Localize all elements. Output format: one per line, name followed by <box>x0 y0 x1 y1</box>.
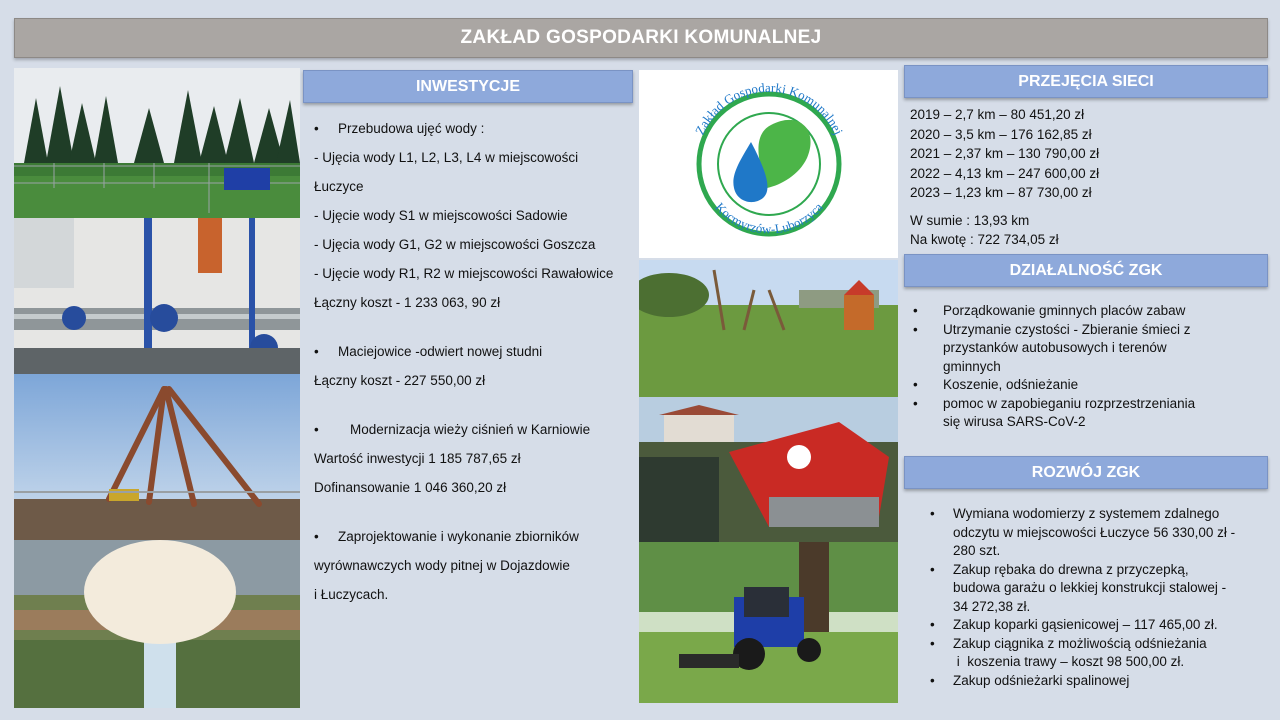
list-item: - Ujęcie wody S1 w miejscowości Sadowie <box>314 208 568 223</box>
przejecia-header: PRZEJĘCIA SIECI <box>904 65 1268 98</box>
list-item: • Przebudowa ujęć wody : <box>314 121 485 136</box>
photo-drilling-rig <box>14 374 300 540</box>
inwestycje-header: INWESTYCJE <box>303 70 633 103</box>
list-item: 2019 – 2,7 km – 80 451,20 zł <box>910 107 1085 122</box>
list-item: • Zakup koparki gąsienicowej – 117 465,00 zł. <box>930 617 1218 632</box>
sum-km: W sumie : 13,93 km <box>910 212 1030 228</box>
rozwoj-list <box>921 505 1266 690</box>
list-item: Łuczyce <box>314 179 364 194</box>
list-item: 2023 – 1,23 km – 87 730,00 zł <box>910 185 1092 200</box>
list-item: • Zakup odśnieżarki spalinowej <box>930 672 1130 688</box>
list-item: i Łuczycach. <box>314 587 389 602</box>
svg-text:Kocmyrzów-Luborzyca: Kocmyrzów-Luborzyca <box>712 199 826 237</box>
list-item: wyrównawczych wody pitnej w Dojazdowie <box>314 558 570 573</box>
zgk-logo <box>639 70 898 258</box>
list-item: • Utrzymanie czystości - Zbieranie śmieci z przystanków autobusowych i terenów gminnych <box>913 321 1191 374</box>
list-item: • Modernizacja wieży ciśnień w Karniowie <box>314 422 591 437</box>
photo-tractor-mower <box>639 542 898 703</box>
sum-amount: Na kwotę : 722 734,05 zł <box>910 232 1059 247</box>
dzialalnosc-header: DZIAŁALNOŚĆ ZGK <box>904 254 1268 287</box>
photo-playground <box>639 260 898 397</box>
list-item: • Porządkowanie gminnych placów zabaw <box>913 303 1186 318</box>
list-item: • Zaprojektowanie i wykonanie zbiorników <box>314 529 579 544</box>
photo-water-tower <box>14 540 300 708</box>
list-item: • Maciejowice -odwiert nowej studni <box>314 344 543 359</box>
page-title: ZAKŁAD GOSPODARKI KOMUNALNEJ <box>14 18 1268 58</box>
list-item: - Ujęcie wody R1, R2 w miejscowości Rawałowice <box>314 266 614 281</box>
list-item: - Ujęcia wody L1, L2, L3, L4 w miejscowości <box>314 150 579 165</box>
przejecia-content <box>910 105 1260 250</box>
list-item: - Ujęcia wody G1, G2 w miejscowości Goszcza <box>314 237 596 252</box>
list-item: • Zakup rębaka do drewna z przyczepką, budowa garażu o lekkiej konstrukcji stalowej - 34 272,38 zł. <box>930 561 1227 614</box>
list-item: 2022 – 4,13 km – 247 600,00 zł <box>910 165 1100 181</box>
logo-panel <box>639 70 898 258</box>
cost-text: Łączny koszt - 227 550,00 zł <box>314 373 486 388</box>
dzialalnosc-list <box>904 302 1266 432</box>
inwestycje-content <box>314 114 638 609</box>
photo-wood-chipper <box>639 397 898 542</box>
list-item: 2021 – 2,37 km – 130 790,00 zł <box>910 146 1100 161</box>
photo-pipe-installation <box>14 218 300 374</box>
svg-text:Zakład Gospodarki Komunalnej: Zakład Gospodarki Komunalnej <box>691 79 847 137</box>
list-item: • Koszenie, odśnieżanie <box>913 377 1079 392</box>
photo-water-intake-fence <box>14 68 300 218</box>
list-item: 2020 – 3,5 km – 176 162,85 zł <box>910 126 1092 142</box>
value-text: Wartość inwestycji 1 185 787,65 zł <box>314 451 521 466</box>
cost-text: Łączny koszt - 1 233 063, 90 zł <box>314 295 501 310</box>
funding-text: Dofinansowanie 1 046 360,20 zł <box>314 480 507 495</box>
list-item: • Zakup ciągnika z możliwością odśnieżania i koszenia trawy – koszt 98 500,00 zł. <box>930 635 1207 669</box>
list-item: • pomoc w zapobieganiu rozprzestrzeniania się wirusa SARS-CoV-2 <box>913 395 1196 429</box>
list-item: • Wymiana wodomierzy z systemem zdalnego odczytu w miejscowości Łuczyce 56 330,00 zł - 280 szt. <box>930 506 1236 558</box>
rozwoj-header: ROZWÓJ ZGK <box>904 456 1268 489</box>
